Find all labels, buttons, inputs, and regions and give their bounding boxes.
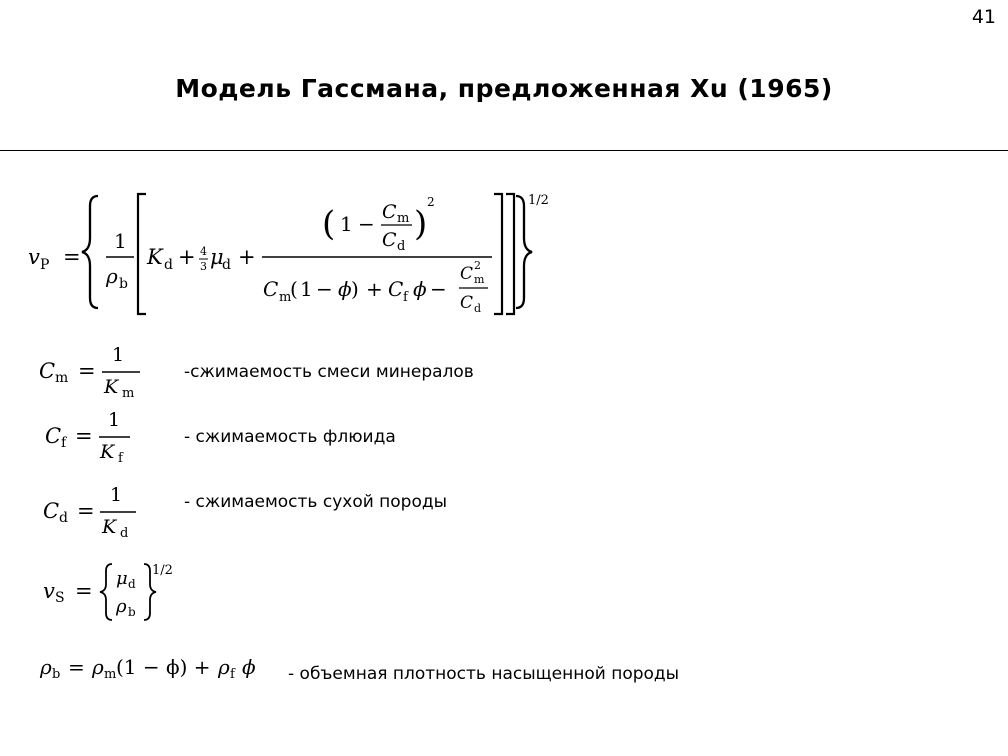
vs-left-brace [100,564,112,620]
rhob-caption: - объемная плотность насыщенной породы [288,664,680,684]
cd-den: K [102,516,117,538]
rhob-rho-f: ρ [218,655,230,679]
vp-43-den: 3 [200,260,207,273]
vp-den-C1-sub: m [279,290,292,305]
vp-K-sub: d [164,257,173,273]
cf-num: 1 [108,409,121,431]
vp-den-close: ) [351,277,359,301]
vp-mu-sub: d [222,257,231,273]
vp-den-C2-sub: f [403,290,408,305]
vp-den-minus-1: − [316,277,333,301]
vs-rho-sub: b [128,605,136,619]
rhob-eq: = [68,655,85,679]
cd-caption: - сжимаемость сухой породы [184,492,448,512]
vp-den-one: 1 [300,277,313,301]
vp-rho: ρ [106,264,118,288]
right-square-bracket-2 [506,194,514,314]
vp-plus-1: + [178,245,196,269]
vp-num-minus: − [358,212,375,236]
vp-num-Cm: C [382,201,397,223]
cd-lhs-sub: d [59,510,68,526]
vp-den-Cd: C [460,293,474,313]
vp-den-Cm: C [460,264,474,284]
title-divider [0,150,1008,151]
vp-den-C2: C [388,277,404,301]
vp-den-phi-1: ϕ [338,277,352,301]
right-square-bracket-1 [494,194,502,314]
vp-one: 1 [114,229,127,253]
cf-caption: - сжимаемость флюида [184,427,396,447]
rhob-rho-m: ρ [92,655,104,679]
vp-lhs-sub: P [40,257,50,273]
cm-den-sub: m [122,386,135,400]
cf-formula [42,405,152,467]
vs-exponent: 1/2 [152,563,173,578]
vp-num-square: 2 [427,195,435,209]
vp-den-phi-2: ϕ [413,277,427,301]
cm-lhs-sub: m [55,370,69,386]
vp-eq: = [63,245,81,269]
vp-plus-2: + [238,245,256,269]
vp-num-Cm-sub: m [397,211,410,226]
cd-den-sub: d [120,526,129,541]
vp-num-close-paren: ) [414,204,428,244]
rhob-rhs-mid: (1 − ϕ) + [116,655,211,679]
cf-lhs-sub: f [61,435,67,451]
vp-den-Cm-sq: 2 [474,259,481,272]
left-square-bracket [138,194,146,314]
cf-eq: = [75,424,93,448]
rhob-formula [38,648,278,688]
rhob-rho-f-sub: f [230,667,235,682]
vp-num-Cd: C [382,229,397,251]
cf-lhs: C [45,424,62,448]
rhob-lhs: ρ [40,655,52,679]
vs-mu: μ [116,568,128,589]
rhob-phi: ϕ [242,655,256,679]
vp-rho-sub: b [119,276,128,292]
vs-lhs-sub: S [55,590,65,606]
vp-mu: μ [210,245,224,269]
page-title: Модель Гассмана, предложенная Xu (1965) [175,74,833,103]
vp-num-open-paren: ( [322,204,336,244]
vs-mu-sub: d [128,577,136,591]
cm-lhs: C [39,359,56,383]
cd-lhs: C [43,499,60,523]
outer-right-brace [516,196,532,308]
rhob-lhs-sub: b [52,667,61,682]
vp-num-Cd-sub: d [397,239,406,254]
vs-rho: ρ [116,596,127,617]
vp-exponent: 1/2 [528,193,549,208]
vp-K: K [147,245,163,269]
outer-left-brace [82,196,98,308]
cf-den: K [100,441,115,463]
cd-eq: = [77,499,95,523]
vp-num-one: 1 [340,212,353,236]
page-number: 41 [971,6,996,28]
vs-formula [40,560,190,622]
cm-caption: -сжимаемость смеси минералов [184,362,474,382]
cm-den: K [104,376,119,398]
cm-num: 1 [112,344,125,366]
vp-den-open: ( [290,277,298,301]
rhob-rho-m-sub: m [104,667,117,682]
cm-eq: = [78,359,96,383]
vp-den-Cm-sub: m [474,273,485,286]
vp-den-plus: + [366,277,383,301]
vs-lhs: v [43,579,55,603]
cf-den-sub: f [118,451,123,466]
vp-den-minus-2: − [430,277,447,301]
vp-formula [20,180,580,325]
vp-den-C1: C [263,277,279,301]
cm-formula [36,340,156,400]
cd-formula [40,480,155,542]
vp-43-num: 4 [200,245,207,258]
vp-den-Cd-sub: d [474,302,482,315]
cd-num: 1 [110,484,123,506]
vs-eq: = [75,579,93,603]
vp-lhs: v [28,245,40,269]
